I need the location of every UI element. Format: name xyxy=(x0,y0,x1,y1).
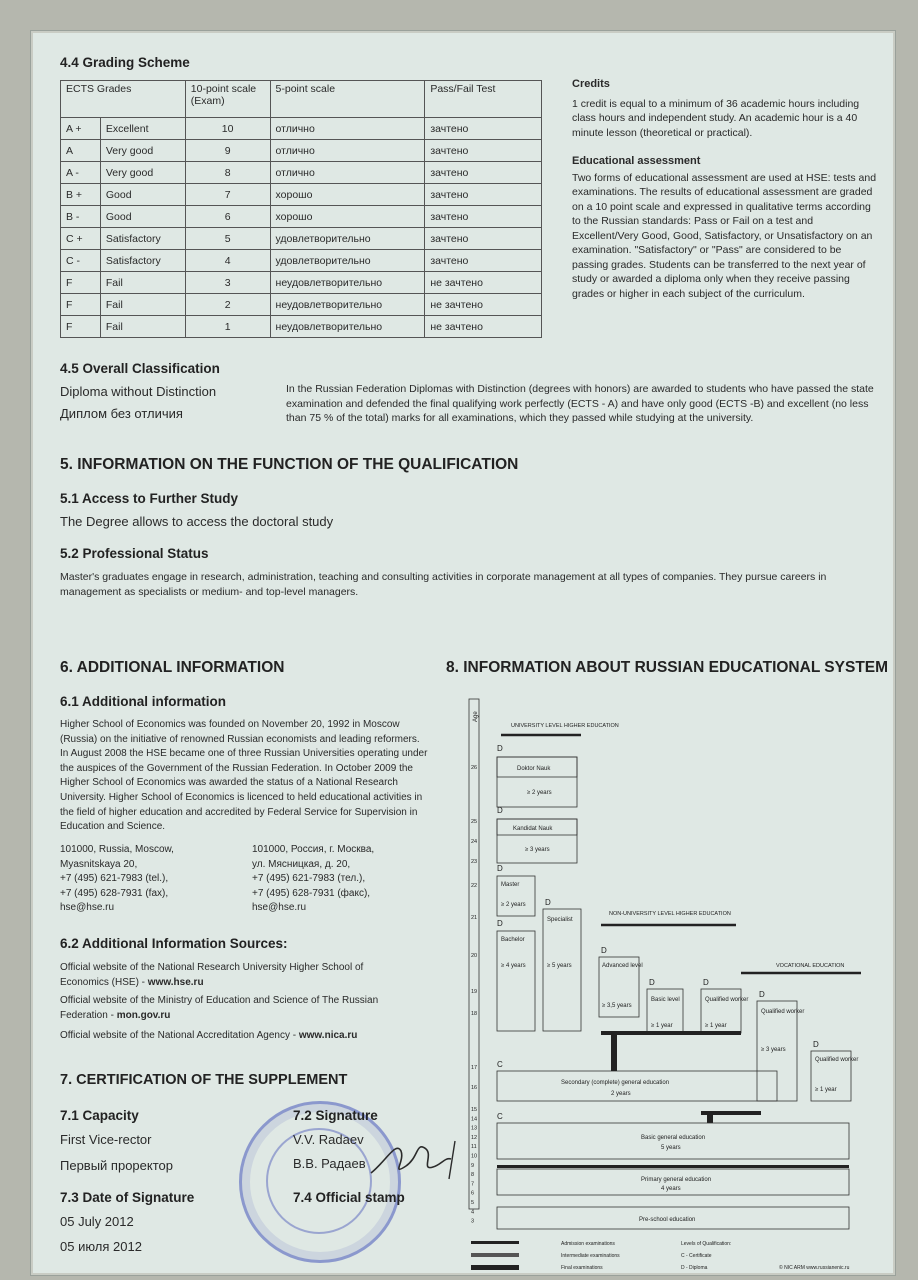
grading-table xyxy=(60,80,542,338)
five-point-value: удовлетворительно xyxy=(270,250,425,272)
ects-grade: C + xyxy=(61,228,101,250)
age-tick: 16 xyxy=(471,1085,478,1091)
svg-text:Master: Master xyxy=(501,882,520,888)
section-4-5-title: 4.5 Overall Classification xyxy=(60,361,220,376)
age-tick: 24 xyxy=(471,839,478,845)
svg-text:Advanced level: Advanced level xyxy=(602,963,643,969)
grade-row xyxy=(61,140,542,162)
section-5-title: 5. INFORMATION ON THE FUNCTION OF THE QUALIFICATION xyxy=(60,456,519,473)
svg-text:D: D xyxy=(545,898,551,907)
source-hse: Official website of the National Research University Higher School of Economics (HSE) - www.hse.ru xyxy=(60,962,364,988)
section-7-3-title: 7.3 Date of Signature xyxy=(60,1190,195,1205)
svg-text:D: D xyxy=(703,978,709,987)
ects-label: Satisfactory xyxy=(100,250,185,272)
classification-text: In the Russian Federation Diplomas with Distinction (degrees with honors) are awarded to students who have passed the state examination and defended the final qualifying work perfectly (ECTS - A) and have only good (ECTS -B) and excellent (no less than 75 % of the total) marks for all examinations, which they passed while studying at the university. xyxy=(286,383,874,424)
pass-fail-value: зачтено xyxy=(425,206,542,228)
ects-grade: F xyxy=(61,316,101,338)
pass-fail-value: зачтено xyxy=(425,140,542,162)
pass-fail-value: зачтено xyxy=(425,118,542,140)
five-point-value: хорошо xyxy=(270,206,425,228)
classification-en: Diploma without Distinction xyxy=(60,384,217,399)
age-tick: 13 xyxy=(471,1125,478,1132)
pass-fail-value: зачтено xyxy=(425,228,542,250)
svg-text:Basic general education: Basic general education xyxy=(641,1135,706,1141)
svg-text:≥ 1 year: ≥ 1 year xyxy=(705,1023,727,1029)
five-point-value: неудовлетворительно xyxy=(270,316,425,338)
signature-en: V.V. Radaev xyxy=(293,1132,364,1147)
svg-text:≥ 3 years: ≥ 3 years xyxy=(761,1047,786,1053)
age-tick: 18 xyxy=(471,1011,478,1017)
age-tick: 17 xyxy=(471,1065,478,1071)
svg-text:D: D xyxy=(497,744,503,753)
ects-grade: B + xyxy=(61,184,101,206)
age-tick: 25 xyxy=(471,819,478,825)
five-point-value: удовлетворительно xyxy=(270,228,425,250)
age-tick: 8 xyxy=(471,1172,475,1179)
age-tick: 5 xyxy=(471,1200,475,1206)
grade-row xyxy=(61,228,542,250)
svg-text:≥ 2 years: ≥ 2 years xyxy=(527,790,552,796)
pass-fail-value: не зачтено xyxy=(425,316,542,338)
ten-point-value: 6 xyxy=(185,206,270,228)
non-university-level-label: NON-UNIVERSITY LEVEL HIGHER EDUCATION xyxy=(609,911,731,917)
svg-text:2 years: 2 years xyxy=(611,1091,631,1097)
age-label: Age xyxy=(473,711,479,722)
col-passfail: Pass/Fail Test xyxy=(425,81,542,118)
handwritten-signature xyxy=(361,1121,471,1191)
svg-text:Final examinations: Final examinations xyxy=(561,1265,603,1271)
ects-grade: A - xyxy=(61,162,101,184)
ten-point-value: 7 xyxy=(185,184,270,206)
svg-text:Qualified worker: Qualified worker xyxy=(815,1057,859,1063)
ects-label: Good xyxy=(100,206,185,228)
five-point-value: хорошо xyxy=(270,184,425,206)
age-tick: 11 xyxy=(471,1144,477,1151)
five-point-value: отлично xyxy=(270,118,425,140)
grade-row xyxy=(61,162,542,184)
svg-text:Kandidat Nauk: Kandidat Nauk xyxy=(513,826,553,832)
age-tick: 19 xyxy=(471,989,478,995)
pass-fail-value: зачтено xyxy=(425,162,542,184)
grade-row xyxy=(61,316,542,338)
svg-text:D: D xyxy=(497,919,503,928)
source-nica: Official website of the National Accreditation Agency - www.nica.ru xyxy=(60,1030,358,1041)
ects-label: Fail xyxy=(100,272,185,294)
supplement-page xyxy=(30,30,896,1276)
credits-title: Credits xyxy=(572,78,610,90)
svg-text:Primary general education: Primary general education xyxy=(641,1177,712,1183)
ects-grade: A xyxy=(61,140,101,162)
specialist-box xyxy=(543,909,581,1031)
svg-text:Basic level: Basic level xyxy=(651,997,680,1003)
age-tick: 20 xyxy=(471,953,478,959)
section-6-1-title: 6.1 Additional information xyxy=(60,694,227,709)
classification-ru: Диплом без отличия xyxy=(60,406,183,421)
section-4-4-title: 4.4 Grading Scheme xyxy=(60,55,190,70)
svg-text:Qualified worker: Qualified worker xyxy=(705,997,749,1003)
ects-label: Very good xyxy=(100,140,185,162)
age-tick: 3 xyxy=(471,1218,475,1225)
col-ects: ECTS Grades xyxy=(61,81,186,118)
section-8-title: 8. INFORMATION ABOUT RUSSIAN EDUCATIONAL SYSTEM xyxy=(446,659,889,676)
ects-label: Satisfactory xyxy=(100,228,185,250)
credits-text: 1 credit is equal to a minimum of 36 academic hours including class hours and independent study. An academic hour is a 40 minute lesson (theoretical or practical). xyxy=(572,97,860,139)
ects-grade: A + xyxy=(61,118,101,140)
five-point-value: отлично xyxy=(270,140,425,162)
grade-row xyxy=(61,118,542,140)
ects-label: Excellent xyxy=(100,118,185,140)
university-level-label: UNIVERSITY LEVEL HIGHER EDUCATION xyxy=(511,723,619,729)
svg-text:D - Diploma: D - Diploma xyxy=(681,1265,708,1271)
section-7-title: 7. CERTIFICATION OF THE SUPPLEMENT xyxy=(60,1072,348,1088)
age-tick: 6 xyxy=(471,1190,475,1197)
vocational-label: VOCATIONAL EDUCATION xyxy=(776,963,845,969)
section-6-title: 6. ADDITIONAL INFORMATION xyxy=(60,659,285,676)
capacity-ru: Первый проректор xyxy=(60,1158,173,1173)
ects-grade: F xyxy=(61,294,101,316)
svg-text:Specialist: Specialist xyxy=(547,917,573,923)
ten-point-value: 2 xyxy=(185,294,270,316)
age-tick: 23 xyxy=(471,859,478,865)
col-5pt: 5-point scale xyxy=(270,81,425,118)
section-7-1-title: 7.1 Capacity xyxy=(60,1108,139,1123)
svg-text:C: C xyxy=(497,1060,503,1069)
address-en: 101000, Russia, Moscow, Myasnitskaya 20, +7 (495) 621-7983 (tel.), +7 (495) 628-7931 (fax), hse@hse.ru xyxy=(60,844,174,913)
ten-point-value: 4 xyxy=(185,250,270,272)
section-6-2-title: 6.2 Additional Information Sources: xyxy=(60,936,288,951)
svg-text:Qualified worker: Qualified worker xyxy=(761,1009,805,1015)
age-tick: 15 xyxy=(471,1107,478,1113)
svg-text:≥ 3,5 years: ≥ 3,5 years xyxy=(602,1003,632,1009)
svg-text:≥ 1 year: ≥ 1 year xyxy=(651,1023,673,1029)
grade-row xyxy=(61,184,542,206)
assessment-text: Two forms of educational assessment are used at HSE: tests and examinations. The results of educational assessment are graded on a 10 point scale and expressed in qualitative terms according to the Russian standards: Pass or Fail on a test and Excellent/Very Good, Good, Satisfactory, or Unsatisfactory on an examination. "Satisfactory" or "Pass" are considered to be passing grades. Students can be transferred to the next year of study or awarded a diploma only when they receive passing grades or higher in each subject of the curriculum. xyxy=(572,171,877,300)
svg-text:≥ 2 years: ≥ 2 years xyxy=(501,902,526,908)
age-tick: 21 xyxy=(471,915,478,921)
age-tick: 22 xyxy=(471,883,478,889)
age-tick: 10 xyxy=(471,1153,478,1160)
five-point-value: отлично xyxy=(270,162,425,184)
ects-label: Very good xyxy=(100,162,185,184)
ten-point-value: 5 xyxy=(185,228,270,250)
pass-fail-value: зачтено xyxy=(425,184,542,206)
section-5-1-title: 5.1 Access to Further Study xyxy=(60,491,239,506)
ects-grade: F xyxy=(61,272,101,294)
source-ministry: Official website of the Ministry of Education and Science of The Russian Federation - mon.gov.ru xyxy=(60,995,379,1021)
svg-text:C: C xyxy=(497,1112,503,1121)
capacity-en: First Vice-rector xyxy=(60,1132,152,1147)
svg-text:Levels of Qualification:: Levels of Qualification: xyxy=(681,1241,732,1247)
assessment-title: Educational assessment xyxy=(572,155,701,167)
ten-point-value: 3 xyxy=(185,272,270,294)
svg-text:Doktor Nauk: Doktor Nauk xyxy=(517,766,551,772)
grade-row xyxy=(61,250,542,272)
ects-label: Good xyxy=(100,184,185,206)
pass-fail-value: зачтено xyxy=(425,250,542,272)
svg-text:≥ 4 years: ≥ 4 years xyxy=(501,963,526,969)
further-study-text: The Degree allows to access the doctoral study xyxy=(60,514,334,529)
hse-description: Higher School of Economics was founded on November 20, 1992 in Moscow (Russia) on the initiative of renowned Russian economists and leading reformers. In August 2008 the HSE became one of three Russian Universities operating under the auspices of the Government of the Russian Federation. In October 2009 the Higher School of Economics was awarded the status of a National Research University. Higher School of Economics is licenced to held educational activities in the field of higher education and accredited by Federal Service for Supervision in Education and Science. xyxy=(60,719,428,833)
svg-text:Pre-school education: Pre-school education xyxy=(639,1217,696,1223)
address-ru: 101000, Россия, г. Москва, ул. Мясницкая, д. 20, +7 (495) 621-7983 (тел.), +7 (495) 628-7931 (факс), hse@hse.ru xyxy=(252,844,375,913)
svg-text:Bachelor: Bachelor xyxy=(501,937,525,943)
ten-point-value: 1 xyxy=(185,316,270,338)
date-ru: 05 июля 2012 xyxy=(60,1239,142,1254)
svg-text:5 years: 5 years xyxy=(661,1145,681,1151)
basic-general-education-box xyxy=(497,1123,849,1159)
svg-text:Intermediate examinations: Intermediate examinations xyxy=(561,1253,620,1259)
professional-status-text: Master's graduates engage in research, administration, teaching and consulting activities in corporate management at all types of companies. They pursue careers in management as specialists or medium- and top-level managers. xyxy=(60,571,827,598)
svg-text:D: D xyxy=(497,864,503,873)
svg-text:Admission examinations: Admission examinations xyxy=(561,1241,615,1247)
section-7-2-title: 7.2 Signature xyxy=(293,1108,378,1123)
svg-text:D: D xyxy=(497,806,503,815)
copyright: © NIC ARM www.russianenic.ru xyxy=(779,1265,850,1271)
ten-point-value: 8 xyxy=(185,162,270,184)
ects-grade: B - xyxy=(61,206,101,228)
ects-grade: C - xyxy=(61,250,101,272)
grade-row xyxy=(61,272,542,294)
svg-text:≥ 3 years: ≥ 3 years xyxy=(525,847,550,853)
age-tick: 7 xyxy=(471,1181,475,1188)
svg-text:≥ 1 year: ≥ 1 year xyxy=(815,1087,837,1093)
grade-row xyxy=(61,206,542,228)
secondary-education-box xyxy=(497,1071,777,1101)
age-tick: 4 xyxy=(471,1209,475,1216)
pass-fail-value: не зачтено xyxy=(425,294,542,316)
ten-point-value: 10 xyxy=(185,118,270,140)
credits-block xyxy=(572,77,877,301)
svg-text:D: D xyxy=(759,990,765,999)
five-point-value: неудовлетворительно xyxy=(270,294,425,316)
age-tick: 14 xyxy=(471,1116,478,1123)
svg-text:D: D xyxy=(601,946,607,955)
date-en: 05 July 2012 xyxy=(60,1214,134,1229)
svg-text:Secondary (complete) general e: Secondary (complete) general education xyxy=(561,1080,670,1086)
svg-text:≥ 5 years: ≥ 5 years xyxy=(547,963,572,969)
doktor-nauk-box xyxy=(497,757,577,807)
section-5-2-title: 5.2 Professional Status xyxy=(60,546,209,561)
signature-ru: В.В. Радаев xyxy=(293,1156,366,1171)
svg-text:D: D xyxy=(813,1040,819,1049)
svg-text:C - Certificate: C - Certificate xyxy=(681,1253,712,1259)
svg-text:D: D xyxy=(649,978,655,987)
age-tick: 12 xyxy=(471,1134,478,1141)
age-tick: 9 xyxy=(471,1162,475,1169)
grading-rows xyxy=(61,118,542,338)
education-system-diagram xyxy=(461,691,881,1271)
grade-row xyxy=(61,294,542,316)
col-10pt: 10-point scale (Exam) xyxy=(185,81,270,118)
five-point-value: неудовлетворительно xyxy=(270,272,425,294)
section-7-4-title: 7.4 Official stamp xyxy=(293,1190,405,1205)
ects-label: Fail xyxy=(100,316,185,338)
bachelor-box xyxy=(497,931,535,1031)
svg-text:4 years: 4 years xyxy=(661,1186,681,1192)
ten-point-value: 9 xyxy=(185,140,270,162)
ects-label: Fail xyxy=(100,294,185,316)
pass-fail-value: не зачтено xyxy=(425,272,542,294)
age-tick: 26 xyxy=(471,765,478,771)
